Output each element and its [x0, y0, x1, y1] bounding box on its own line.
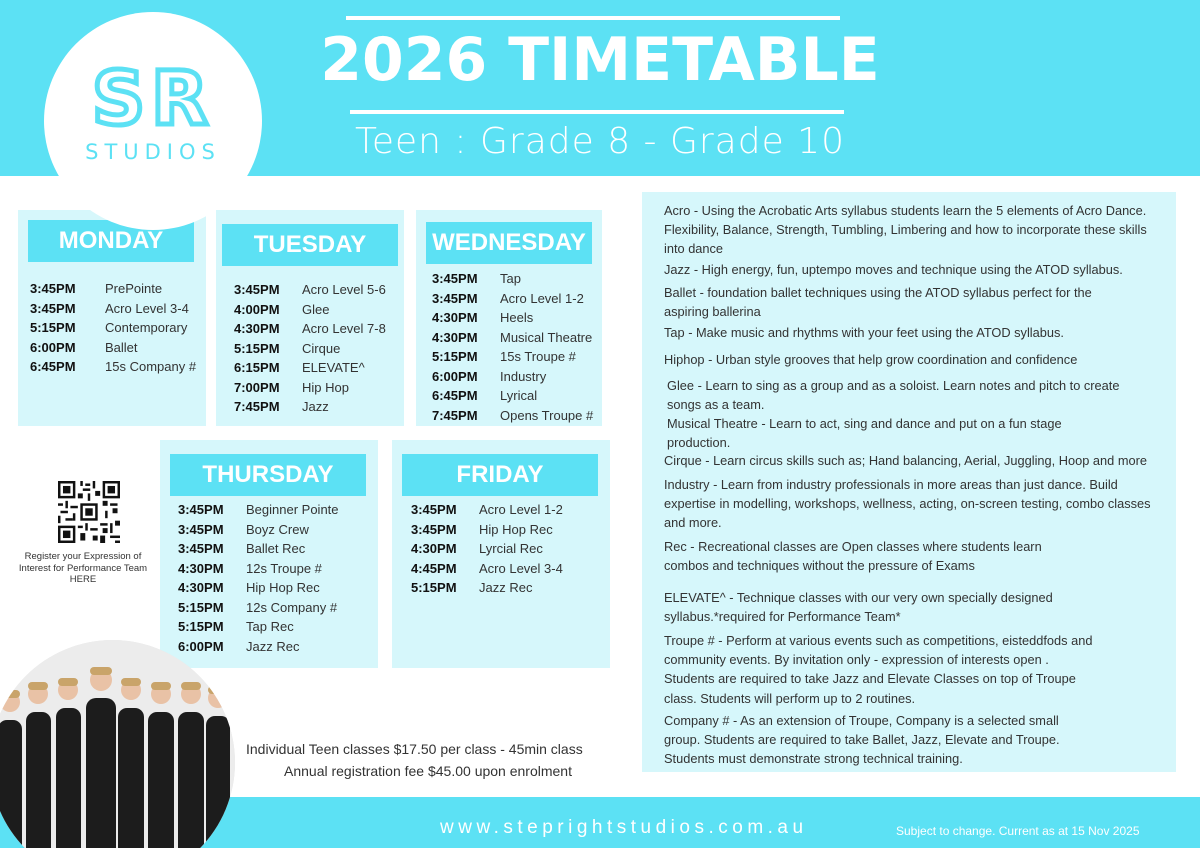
slot-time: 6:45PM	[30, 359, 76, 374]
desc-company: Company # - As an extension of Troupe, Company is a selected small group. Students are required to take Ballet, Jazz, Elevate and Troupe. Students must demonstrate strong technical training.	[664, 713, 1060, 767]
class-slot	[432, 308, 533, 328]
class-slot	[432, 406, 593, 426]
class-slot	[411, 539, 543, 559]
slot-time: 5:15PM	[411, 580, 457, 595]
class-slot	[178, 598, 337, 618]
slot-time: 3:45PM	[178, 541, 224, 556]
slot-time: 4:30PM	[234, 321, 280, 336]
desc-acro: Acro - Using the Acrobatic Arts syllabus students learn the 5 elements of Acro Dance. Flexibility, Balance, Strength, Tumbling, Limbering and how to incorporate these skills into dance	[664, 203, 1147, 257]
class-slot	[30, 279, 162, 299]
desc-industry: Industry - Learn from industry professionals in more areas than just dance. Build expertise in modelling, workshops, wellness, acting, on-screen testing, combo classes and more.	[664, 477, 1151, 531]
class-slot	[411, 520, 553, 540]
slot-time: 3:45PM	[411, 521, 457, 537]
page-subtitle: Teen : Grade 8 - Grade 10	[355, 121, 845, 162]
class-slot	[178, 578, 320, 598]
slot-time: 7:45PM	[432, 407, 478, 423]
slot-class: Acro Level 7-8	[302, 321, 386, 336]
slot-class: Glee	[302, 301, 330, 317]
class-slot	[432, 328, 592, 348]
slot-class: 12s Troupe #	[246, 560, 322, 576]
class-slot	[234, 339, 340, 359]
class-slot	[234, 378, 349, 398]
slot-time: 4:45PM	[411, 560, 457, 576]
day-heading: WEDNESDAY	[426, 222, 592, 264]
class-slot	[30, 338, 138, 358]
class-slot	[178, 559, 322, 579]
class-slot	[178, 637, 299, 657]
class-slot	[432, 386, 537, 406]
day-card-thursday	[160, 440, 378, 668]
slot-class: Acro Level 1-2	[479, 502, 563, 517]
slot-time: 5:15PM	[432, 349, 478, 364]
class-slot	[432, 347, 576, 367]
slot-class: Lyrcial Rec	[479, 541, 543, 556]
day-card-tuesday	[216, 210, 404, 426]
slot-time: 5:15PM	[234, 340, 280, 356]
slot-time: 3:45PM	[178, 502, 224, 517]
slot-class: Contemporary	[105, 320, 188, 335]
slot-class: Heels	[500, 310, 534, 325]
title-rule-bottom	[350, 110, 844, 114]
slot-class: Ballet	[105, 339, 138, 355]
class-slot	[30, 299, 189, 319]
slot-class: 15s Company #	[105, 359, 197, 374]
slot-time: 3:45PM	[30, 300, 76, 316]
slot-class: PrePointe	[105, 281, 163, 296]
slot-time: 7:00PM	[234, 379, 280, 395]
slot-time: 3:45PM	[30, 281, 76, 296]
slot-class: Opens Troupe #	[500, 407, 594, 423]
class-slot	[178, 539, 305, 559]
day-heading: MONDAY	[28, 220, 194, 262]
desc-tap: Tap - Make music and rhythms with your feet using the ATOD syllabus.	[664, 325, 1064, 340]
slot-class: Musical Theatre	[500, 329, 593, 345]
slot-time: 4:30PM	[411, 541, 457, 556]
slot-time: 5:15PM	[178, 619, 224, 634]
slot-class: Jazz Rec	[479, 580, 533, 595]
day-heading: THURSDAY	[170, 454, 366, 496]
slot-class: Acro Level 3-4	[105, 300, 189, 316]
class-slot	[234, 280, 386, 300]
slot-time: 6:15PM	[234, 360, 280, 375]
class-slot	[411, 500, 563, 520]
desc-ballet: Ballet - foundation ballet techniques using the ATOD syllabus perfect for the aspiring ballerina	[664, 285, 1092, 320]
pricing-class-fee: Individual Teen classes $17.50 per class - 45min class	[246, 741, 583, 757]
class-slot	[432, 289, 584, 309]
slot-time: 4:30PM	[178, 580, 224, 595]
title-rule-top	[346, 16, 840, 20]
class-slot	[432, 367, 546, 387]
slot-time: 3:45PM	[178, 521, 224, 537]
slot-class: ELEVATE^	[302, 360, 365, 375]
qr-code-icon[interactable]	[58, 481, 120, 543]
class-slot	[411, 578, 532, 598]
slot-class: Lyrical	[500, 388, 538, 403]
class-slot	[178, 520, 309, 540]
slot-time: 3:45PM	[411, 502, 457, 517]
slot-class: Industry	[500, 368, 547, 384]
slot-time: 4:30PM	[432, 329, 478, 345]
slot-time: 6:45PM	[432, 388, 478, 403]
slot-class: Acro Level 1-2	[500, 290, 584, 306]
slot-class: Hip Hop Rec	[246, 580, 320, 595]
day-heading: FRIDAY	[402, 454, 598, 496]
slot-class: Cirque	[302, 340, 341, 356]
desc-jazz: Jazz - High energy, fun, uptempo moves and technique using the ATOD syllabus.	[664, 262, 1123, 277]
class-slot	[234, 319, 386, 339]
slot-time: 5:15PM	[178, 599, 224, 615]
class-slot	[234, 300, 329, 320]
day-heading: TUESDAY	[222, 224, 398, 266]
logo-word: STUDIOS	[85, 140, 221, 164]
slot-time: 3:45PM	[234, 282, 280, 297]
class-slot	[178, 617, 294, 637]
class-slot	[178, 500, 339, 520]
slot-class: Beginner Pointe	[246, 502, 339, 517]
team-photo	[0, 640, 235, 848]
class-slot	[234, 397, 329, 417]
desc-troupe: Troupe # - Perform at various events such as competitions, eisteddfods and community events. By invitation only - expression of interests open . Students are required to take Jazz and Elevate Classes on top of Troupe class. Students will perform up to 2 routines.	[664, 633, 1093, 706]
slot-class: Jazz Rec	[246, 638, 300, 654]
day-card-friday	[392, 440, 610, 668]
studio-logo	[44, 12, 262, 230]
slot-class: 12s Company #	[246, 599, 338, 615]
day-card-monday	[18, 210, 206, 426]
slot-time: 7:45PM	[234, 399, 280, 414]
day-card-wednesday	[416, 210, 602, 426]
slot-time: 3:45PM	[432, 271, 478, 286]
slot-class: Tap	[500, 271, 521, 286]
slot-time: 5:15PM	[30, 320, 76, 335]
slot-class: Hip Hop	[302, 379, 349, 395]
slot-class: Tap Rec	[246, 619, 294, 634]
class-slot	[234, 358, 365, 378]
pricing-registration-fee: Annual registration fee $45.00 upon enrolment	[284, 763, 572, 779]
slot-class: Jazz	[302, 399, 329, 414]
desc-rec: Rec - Recreational classes are Open classes where students learn combos and techniques without the pressure of Exams	[664, 539, 1042, 574]
dancers-image	[0, 640, 235, 848]
desc-glee: Glee - Learn to sing as a group and as a soloist. Learn notes and pitch to create songs as a team.	[667, 378, 1120, 413]
slot-class: Acro Level 3-4	[479, 560, 563, 576]
slot-class: 15s Troupe #	[500, 349, 576, 364]
desc-hiphop: Hiphop - Urban style grooves that help grow coordination and confidence	[664, 352, 1078, 367]
website-link[interactable]: www.steprightstudios.com.au	[440, 817, 808, 838]
disclaimer-text: Subject to change. Current as at 15 Nov 2025	[896, 824, 1140, 838]
desc-musical-theatre: Musical Theatre - Learn to act, sing and dance and put on a fun stage production.	[667, 416, 1062, 451]
slot-time: 6:00PM	[30, 339, 76, 355]
logo-letters: SR	[91, 56, 215, 142]
class-slot	[411, 559, 563, 579]
slot-time: 4:00PM	[234, 301, 280, 317]
slot-time: 6:00PM	[178, 638, 224, 654]
slot-time: 6:00PM	[432, 368, 478, 384]
slot-class: Hip Hop Rec	[479, 521, 553, 537]
desc-cirque: Cirque - Learn circus skills such as; Hand balancing, Aerial, Juggling, Hoop and more	[664, 453, 1147, 468]
class-slot	[30, 318, 187, 338]
desc-elevate: ELEVATE^ - Technique classes with our very own specially designed syllabus.*required for Performance Team*	[664, 590, 1053, 625]
slot-class: Acro Level 5-6	[302, 282, 386, 297]
slot-class: Ballet Rec	[246, 541, 306, 556]
page-title: 2026 TIMETABLE	[320, 25, 880, 95]
slot-class: Boyz Crew	[246, 521, 309, 537]
qr-caption: Register your Expression of Interest for Performance Team HERE	[18, 551, 148, 585]
slot-time: 3:45PM	[432, 290, 478, 306]
slot-time: 4:30PM	[178, 560, 224, 576]
class-slot	[432, 269, 521, 289]
slot-time: 4:30PM	[432, 310, 478, 325]
class-slot	[30, 357, 196, 377]
